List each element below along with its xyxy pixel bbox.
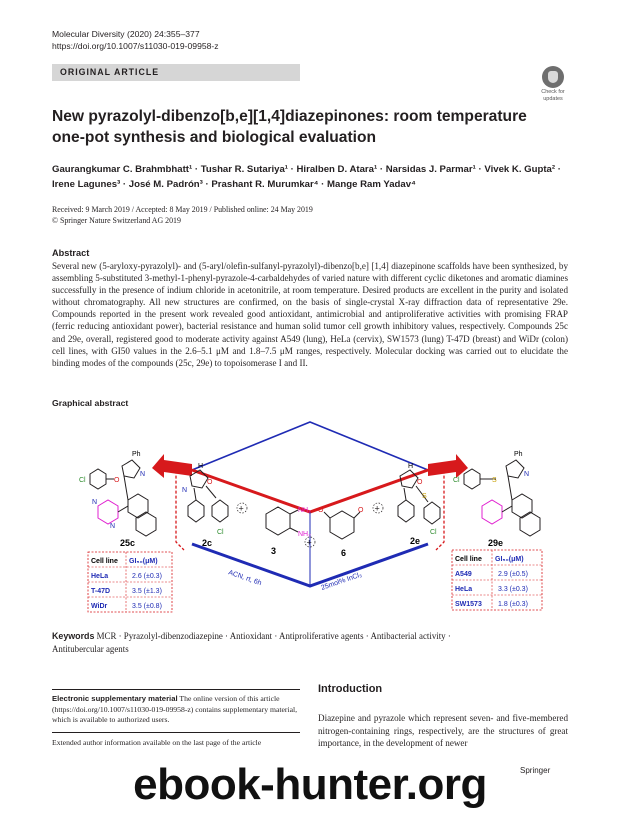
footnote-rule-top [52, 689, 300, 690]
esm-footnote [52, 694, 300, 726]
table-left-cell: WiDr [91, 603, 108, 610]
ph-label-29e: Ph [514, 451, 523, 458]
nitrogen-label-25c: N [140, 471, 146, 478]
bookmark-icon [542, 66, 564, 88]
table-left-header-2: GI₅₀(μM) [129, 558, 158, 565]
table-right-cell: A549 [455, 571, 472, 578]
table-left-cell: 3.5 (±1.3) [132, 588, 162, 595]
right-bracket-dashed [436, 464, 444, 550]
authors-line-2: Irene Lagunes³ · José M. Padrón³ · Prashant R. Murumkar⁴ · Mange Ram Yadav⁴ [52, 179, 416, 190]
dates-line: Received: 9 March 2019 / Accepted: 8 May 2019 / Published online: 24 May 2019 [52, 205, 313, 214]
left-bracket-dashed [176, 464, 184, 550]
chlorine-label-29e: Cl [453, 477, 460, 484]
keywords-label: Keywords [52, 631, 95, 641]
product-29e-label: 29e [488, 538, 504, 548]
title-line-2: one-pot synthesis and biological evaluation [52, 129, 377, 146]
reagent-3-label: 3 [271, 546, 277, 556]
sulfur-label-29e: S [492, 477, 497, 484]
oxygen-label-25c: O [114, 477, 120, 484]
reagent-2e-label: 2e [410, 536, 421, 546]
chlorine-label-25c: Cl [79, 477, 86, 484]
gi50-table-right [452, 550, 542, 610]
introduction-text: Diazepine and pyrazole which represent seven- and five-membered nitrogen-containing rings, respectively, are the structures of great importance, in the development of newer [318, 713, 568, 748]
graphical-abstract-scheme [52, 414, 568, 624]
title-line-1: New pyrazolyl-dibenzo[b,e][1,4]diazepinones: room temperature [52, 108, 527, 125]
abstract-heading: Abstract [52, 248, 90, 258]
h-label-2e: H [408, 463, 414, 470]
nh2-label-1: NH₂ [298, 507, 311, 514]
h-label-2c: H [198, 463, 204, 470]
nh-label-25c-1: N [110, 523, 116, 530]
chlorine-label-2e: Cl [430, 529, 437, 536]
authors-line-1: Gaurangkumar C. Brahmbhatt¹ · Tushar R. Sutariya¹ · Hiralben D. Atara¹ · Narsidas J. Parmar¹ · Vivek K. Gupta² · [52, 164, 561, 175]
keywords-block [52, 630, 568, 655]
journal-header [52, 28, 219, 52]
product-25c-structure [90, 460, 156, 536]
sulfur-label-2e: S [422, 493, 427, 500]
esm-label: Electronic supplementary material [52, 694, 178, 703]
doi-link[interactable]: https://doi.org/10.1007/s11030-019-09958-z [52, 41, 219, 51]
nitrogen-label-29e: N [524, 471, 530, 478]
chlorine-label-2c: Cl [217, 529, 224, 536]
reagent-2c-label: 2c [202, 538, 213, 548]
nitrogen-label-2c: N [182, 487, 188, 494]
oxygen-label-2e: O [417, 479, 423, 486]
table-right-cell: 1.8 (±0.3) [498, 601, 528, 608]
ph-label-25c: Ph [132, 451, 141, 458]
copyright-line: © Springer Nature Switzerland AG 2019 [52, 215, 181, 225]
oxygen-label-2c: O [207, 479, 213, 486]
table-right-header-2: GI₅₀(μM) [495, 556, 524, 563]
esm-text[interactable]: The online version of this article (https://doi.org/10.1007/s11030-019-09958-z) contains supplementary material, which is available to authorized users. [52, 694, 298, 724]
author-list [52, 162, 572, 192]
left-red-arrow [152, 454, 192, 478]
nh-label-25c-2: N [92, 499, 98, 506]
oxygen-label-6b: O [358, 507, 364, 514]
svg-text:+: + [238, 503, 244, 514]
abstract-text: Several new (5-aryloxy-pyrazolyl)- and (5-aryl/olefin-sulfanyl-pyrazolyl)-dibenzo[b,e] [1,4] diazepinone scaffolds have been synthesized, by assembling 5-substituted 3-methyl-1-phenyl-pyrazole-4-carbaldehydes of varied nature with different cyclic diketones and aromatic diamines successfully in the presence of indium chloride in acetonitrile, at room temperature. Desired products are excellent in the purity and isolated without chromatography. All new structures are confirmed, on the basis of single-crystal X-ray diffraction data of representative 29e. Compounds reported in the present work revealed good antioxidant, antimicrobial and antiproliferative activities with promising FRAP (ferric reducing antioxidant power), bacterial resistance and human solid tumor cell growth inhibitory values, respectively. Compounds 25c and 29e, overall, registered good to moderate activity against A549 (lung), HeLa (cervix), SW1573 (lung) T-47D (breast) and WiDr (colon) cell lines, with GI50 values in the 2.6–5.1 μM and 1.8–7.5 μM ranges, respectively. Molecular docking was carried out to elucidate the binding modes of the compounds (25c, 29e) to topoisomerase I and II. [52, 261, 568, 368]
graphical-abstract-heading: Graphical abstract [52, 398, 129, 408]
plus-sign-left [237, 503, 247, 514]
table-left-cell: 3.5 (±0.8) [132, 603, 162, 610]
reagent-6-structure [324, 511, 360, 539]
svg-text:+: + [374, 503, 380, 514]
updates-label: updates [543, 96, 563, 102]
table-right-cell: 2.9 (±0.5) [498, 571, 528, 578]
publication-dates [52, 205, 572, 226]
condition-left-text: ACN, rt, 6h [227, 569, 263, 588]
table-left-cell: T-47D [91, 588, 111, 595]
springer-logo: Springer [520, 766, 551, 775]
reagent-2c-structure [188, 470, 228, 522]
table-left-cell: 2.6 (±0.3) [132, 573, 162, 580]
reagent-3-structure [266, 507, 298, 535]
table-right-cell: 3.3 (±0.3) [498, 586, 528, 593]
table-left-cell: HeLa [91, 573, 109, 580]
keywords-text: MCR · Pyrazolyl-dibenzodiazepine · Antioxidant · Antiproliferative agents · Antibacterial activity · [96, 631, 451, 641]
watermark-text: ebook-hunter.org [133, 760, 487, 809]
check-for-updates-badge[interactable] [538, 66, 568, 100]
table-right-cell: HeLa [455, 586, 473, 593]
footnote-rule-bottom [52, 732, 300, 733]
paper-title [52, 106, 552, 148]
table-left-header-1: Cell line [91, 558, 118, 565]
gi50-table-left [88, 552, 172, 612]
right-red-arrow [428, 454, 468, 478]
extended-author-info: Extended author information available on the last page of the article [52, 738, 262, 747]
table-right-cell: SW1573 [455, 601, 482, 608]
table-right-header-1: Cell line [455, 556, 482, 563]
oxygen-label-6a: O [318, 507, 324, 514]
reagent-6-label: 6 [341, 548, 347, 558]
diamond-top-edge [192, 422, 428, 470]
keywords-text-2: Antitubercular agents [52, 643, 129, 654]
product-25c-label: 25c [120, 538, 136, 548]
plus-sign-center [305, 537, 315, 548]
journal-citation: Molecular Diversity (2020) 24:355–377 [52, 29, 200, 39]
nh2-label-2: NH₂ [298, 531, 311, 538]
article-type-bar: ORIGINAL ARTICLE [52, 64, 300, 81]
plus-sign-right [373, 503, 383, 514]
svg-text:+: + [306, 537, 312, 548]
condition-right-text: 25mol% InCl₃ [320, 571, 363, 592]
introduction-heading: Introduction [318, 683, 383, 695]
check-for-label: Check for [541, 89, 565, 95]
